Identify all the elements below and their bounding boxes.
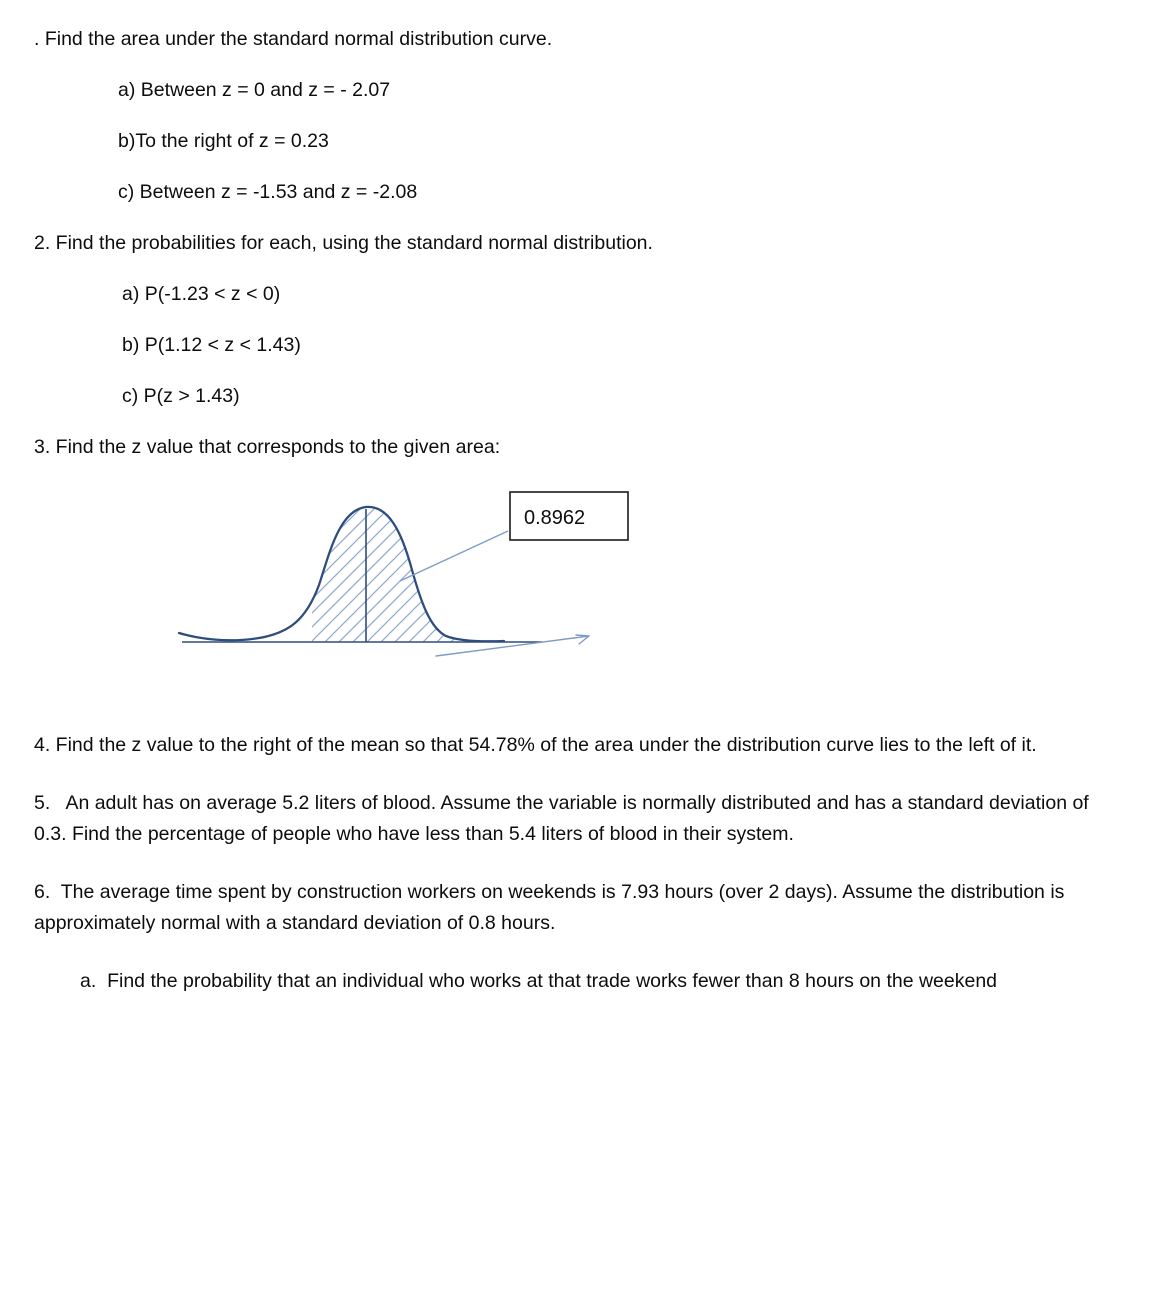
question-2-item-a: a) P(-1.23 < z < 0) (122, 283, 281, 305)
question-2-item-b: b) P(1.12 < z < 1.43) (122, 334, 301, 356)
callout-line (400, 531, 508, 581)
question-1-item-b: b)To the right of z = 0.23 (118, 130, 329, 152)
question-6-item-a: a. Find the probability that an individual who works at that trade works fewer than 8 hours on the weekend (80, 969, 998, 992)
question-3-title: 3. Find the z value that corresponds to the given area: (34, 436, 501, 458)
question-4-text: 4. Find the z value to the right of the mean so that 54.78% of the area under the distribution curve lies to the left of it. (34, 734, 1037, 756)
area-label: 0.8962 (524, 507, 586, 529)
question-1-title: . Find the area under the standard normal distribution curve. (34, 28, 553, 50)
question-2-title: 2. Find the probabilities for each, using the standard normal distribution. (34, 232, 653, 254)
axis-arrow (436, 635, 589, 656)
normal-curve-svg (174, 485, 644, 680)
normal-curve-figure (174, 485, 644, 680)
question-1-item-a: a) Between z = 0 and z = - 2.07 (118, 79, 391, 101)
question-6-title: 6. The average time spent by construction workers on weekends is 7.93 hours (over 2 days). Assume the distribution is approximately normal with a standard deviation of 0.8 hours. (34, 880, 1070, 934)
hatched-area (274, 507, 474, 642)
question-5-text: 5. An adult has on average 5.2 liters of blood. Assume the variable is normally distributed and has a standard deviation of 0.3. Find the percentage of people who have less than 5.4 liters of blood in their system. (34, 791, 1095, 845)
question-1-item-c: c) Between z = -1.53 and z = -2.08 (118, 181, 418, 203)
question-2-item-c: c) P(z > 1.43) (122, 385, 240, 407)
